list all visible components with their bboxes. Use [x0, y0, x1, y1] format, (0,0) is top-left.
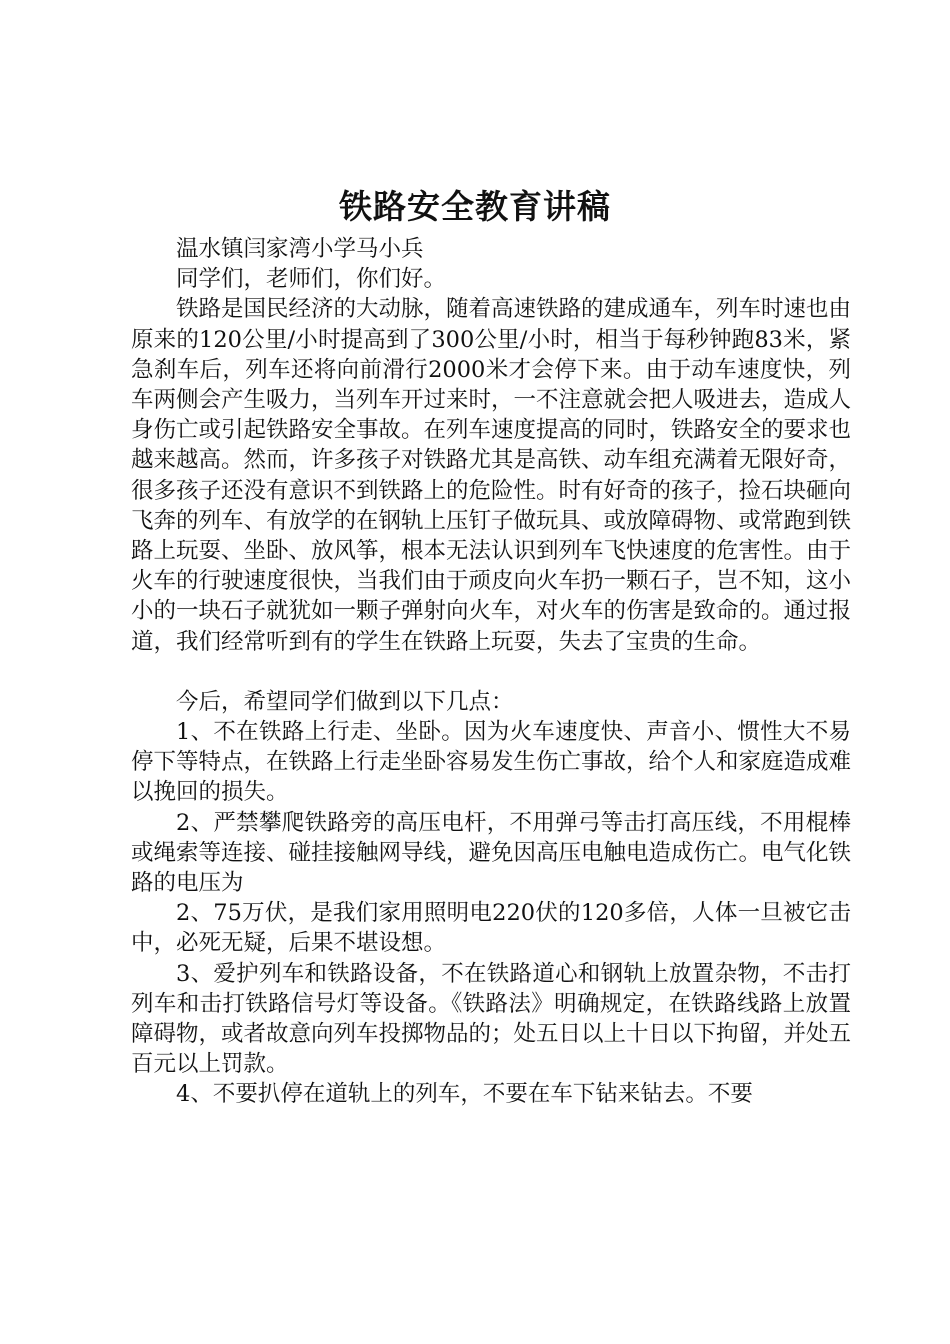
point-4-paragraph: 4、不要扒停在道轨上的列车，不要在车下钻来钻去。不要 — [176, 1081, 753, 1108]
document-title: 铁路安全教育讲稿 — [339, 187, 611, 226]
intro-paragraph: 铁路是国民经济的大动脉，随着高速铁路的建成通车，列车时速也由原来的120公里/小时提高到了300公里/小时，相当于每秒钟跑83米，紧急刹车后，列车还将向前滑行2000米才会停下来。由于动车速度快，列车两侧会产生吸力，当列车开过来时，一不注意就会把人吸进去，造成人身伤亡或引起铁路安全事故。在列车速度提高的同时，铁路安全的要求也越来越高。然而，许多孩子对铁路尤其是高铁、动车组充满着无限好奇，很多孩子还没有意识不到铁路上的危险性。时有好奇的孩子，捡石块砸向飞奔的列车、有放学的在钢轨上压钉子做玩具、或放障碍物、或常跑到铁路上玩耍、坐卧、放风筝，根本无法认识到列车飞快速度的危害性。由于火车的行驶速度很快，当我们由于顽皮向火车扔一颗石子，岂不知，这小小的一块石子就犹如一颗子弹射向火车，对火车的伤害是致命的。通过报道，我们经常听到有的学生在铁路上玩耍，失去了宝贵的生命。 — [131, 296, 852, 655]
point-2-paragraph: 2、严禁攀爬铁路旁的高压电杆，不用弹弓等击打高压线，不用棍棒或绳索等连接、碰挂接触网导线，避免因高压电触电造成伤亡。电气化铁路的电压为 — [131, 809, 852, 897]
point-2-continued-paragraph: 2、75万伏，是我们家用照明电220伏的120多倍，人体一旦被它击中，必死无疑，后果不堪设想。 — [131, 900, 851, 957]
points-intro-paragraph: 今后，希望同学们做到以下几点： — [176, 688, 514, 715]
point-3-paragraph: 3、爱护列车和铁路设备，不在铁路道心和钢轨上放置杂物，不击打列车和击打铁路信号灯等设备。《铁路法》明确规定，在铁路线路上放置障碍物，或者故意向列车投掷物品的；处五日以上十日以下拘留，并处五百元以上罚款。 — [131, 960, 852, 1078]
author-line: 温水镇闫家湾小学马小兵 — [176, 236, 424, 262]
document-body — [131, 234, 851, 1110]
point-1-paragraph: 1、不在铁路上行走、坐卧。因为火车速度快、声音小、惯性大不易停下等特点，在铁路上行走坐卧容易发生伤亡事故，给个人和家庭造成难以挽回的损失。 — [131, 719, 852, 806]
greeting-paragraph: 同学们，老师们，你们好。 — [176, 266, 447, 293]
